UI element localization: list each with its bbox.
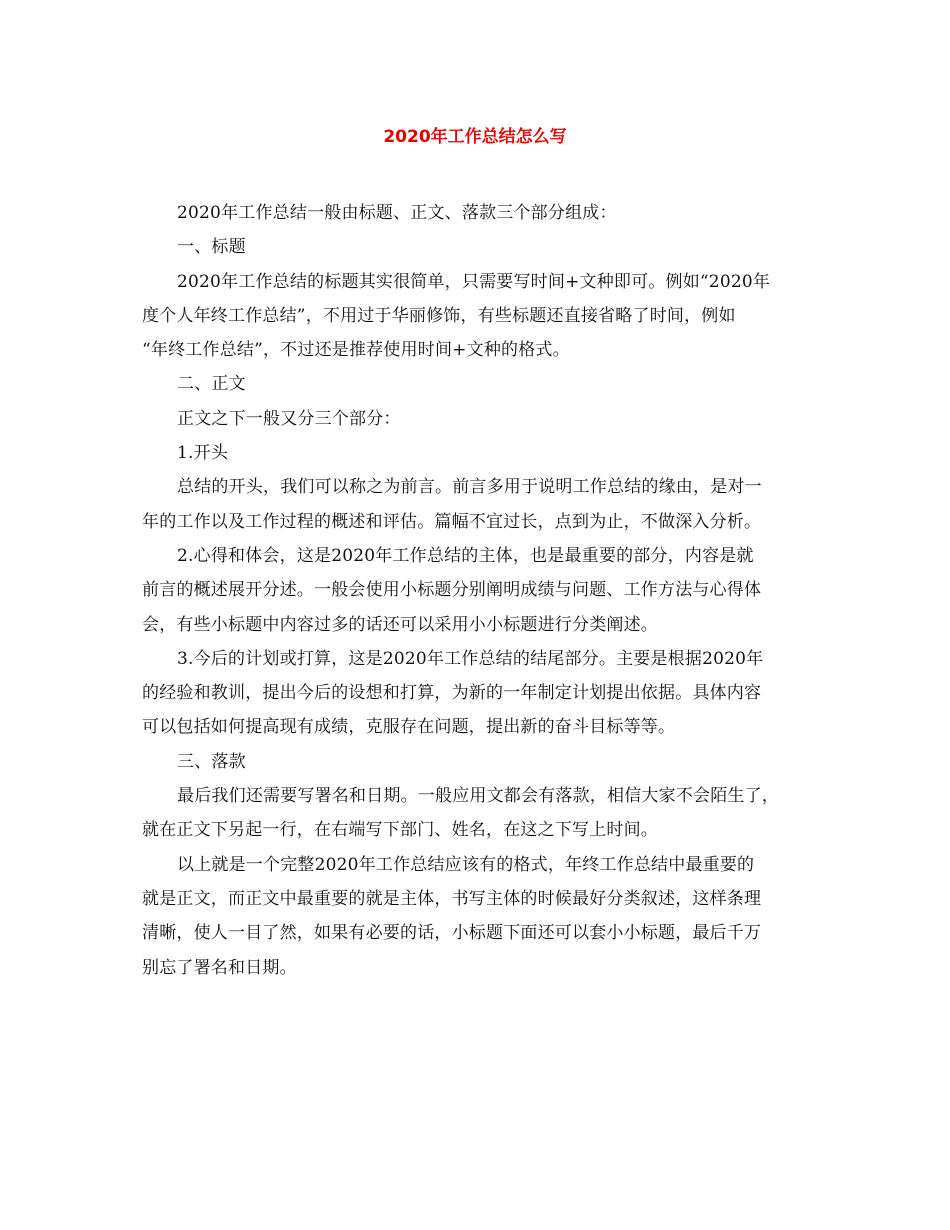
text-line: 前言的概述展开分述。一般会使用小标题分别阐明成绩与问题、工作方法与心得体 [142,580,762,601]
heading-opening [142,436,826,470]
text-line: 正文之下一般又分三个部分： [177,408,401,429]
paragraph-title-desc [142,265,826,368]
paragraph-body-parts [142,402,826,436]
text-line: 会，有些小标题中内容过多的话还可以采用小小标题进行分类阐述。 [142,614,658,635]
text-line: 三、落款 [177,751,246,772]
text-line: 2020年工作总结的标题其实很简单，只需要写时间+文种即可。例如“2020年 [177,271,771,292]
paragraph-conclusion [142,848,826,985]
text-line: 3.今后的计划或打算，这是2020年工作总结的结尾部分。主要是根据2020年 [177,648,764,669]
heading-signature-section [142,745,826,779]
text-line: 2020年工作总结一般由标题、正文、落款三个部分组成： [177,203,617,223]
text-line: 可以包括如何提高现有成绩，克服存在问题，提出新的奋斗目标等等。 [142,717,676,738]
document-body [142,196,826,985]
text-line: “年终工作总结”，不过还是推荐使用时间+文种的格式。 [142,340,570,361]
text-line: 就是正文，而正文中最重要的就是主体，书写主体的时候最好分类叙述，这样条理 [142,888,762,909]
text-line: 就在正文下另起一行，在右端写下部门、姓名，在这之下写上时间。 [142,820,658,841]
paragraph-plans [142,642,826,745]
paragraph-opening-desc [142,470,826,539]
text-line: 清晰，使人一目了然，如果有必要的话，小标题下面还可以套小小标题，最后千万 [142,923,762,944]
text-line: 别忘了署名和日期。 [142,957,297,978]
text-line: 2.心得和体会，这是2020年工作总结的主体，也是最重要的部分，内容是就 [177,545,754,566]
heading-title-section [142,230,826,264]
paragraph-signature-desc [142,779,826,848]
text-line: 年的工作以及工作过程的概述和评估。篇幅不宜过长，点到为止，不做深入分析。 [142,511,762,532]
heading-body-section [142,367,826,401]
text-line: 度个人年终工作总结”，不用过于华丽修饰，有些标题还直接省略了时间，例如 [142,305,736,326]
paragraph-experience [142,539,826,642]
text-line: 总结的开头，我们可以称之为前言。前言多用于说明工作总结的缘由，是对一 [177,477,762,498]
text-line: 以上就是一个完整2020年工作总结应该有的格式，年终工作总结中最重要的 [177,854,755,875]
text-line: 的经验和教训，提出今后的设想和打算，为新的一年制定计划提出依据。具体内容 [142,683,762,704]
text-line: 最后我们还需要写署名和日期。一般应用文都会有落款，相信大家不会陌生了， [177,786,779,807]
text-line: 1.开头 [177,443,229,464]
text-line: 二、正文 [177,374,246,395]
document-title: 2020年工作总结怎么写 [383,127,567,147]
paragraph-intro [142,196,826,230]
text-line: 一、标题 [177,237,246,258]
